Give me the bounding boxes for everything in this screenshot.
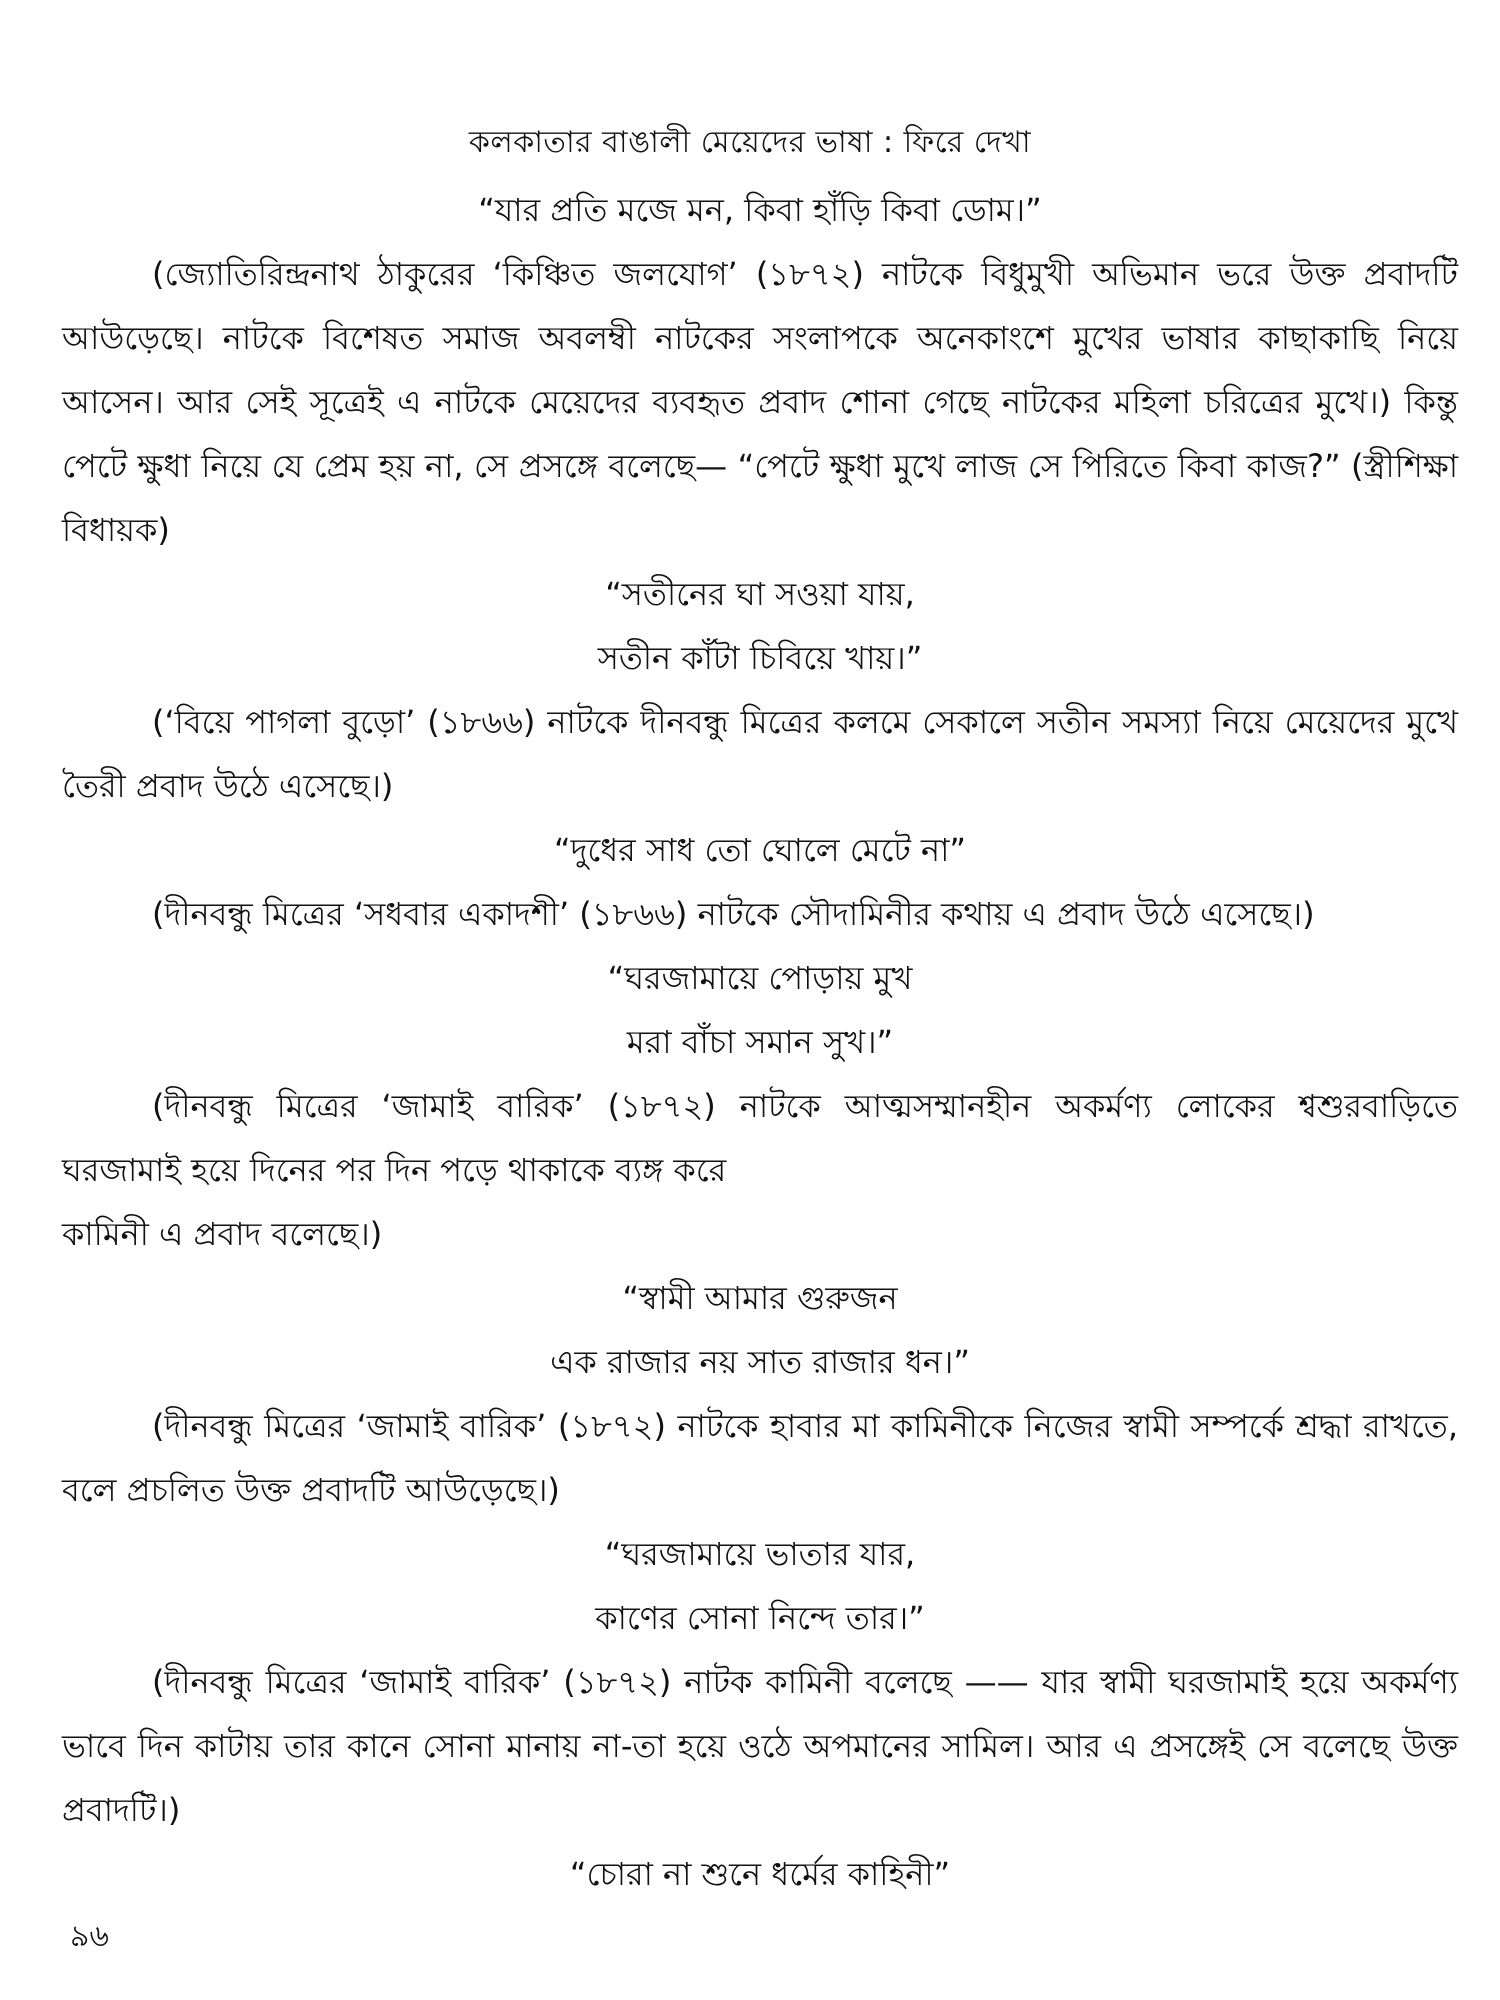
proverb-quote-line: কাণের সোনা নিন্দে তার।” (595, 1599, 925, 1637)
proverb-quote-line: “ঘরজামায়ে পোড়ায় মুখ (607, 959, 913, 997)
commentary-paragraph: (‘বিয়ে পাগলা বুড়ো’ (১৮৬৬) নাটকে দীনবন্ধু মিত্রের কলমে সেকালে সতীন সমস্যা নিয়ে মেয়েদের মুখে তৈরী প্রবাদ উঠে এসেছে।) (62, 703, 1458, 805)
proverb-quote-line: “স্বামী আমার গুরুজন (622, 1279, 898, 1317)
commentary-paragraph: (জ্যোতিরিন্দ্রনাথ ঠাকুরের ‘কিঞ্চিত জলযোগ’ (১৮৭২) নাটকে বিধুমুখী অভিমান ভরে উক্ত প্রবাদটি আউড়েছে। নাটকে বিশেষত সমাজ অবলম্বী নাটকের সংলাপকে অনেকাংশে মুখের ভাষার কাছাকাছি নিয়ে আসেন। আর সেই সূত্রেই এ নাটকে মেয়েদের ব্যবহৃত প্রবাদ শোনা গেছে নাটকের মহিলা চরিত্রের মুখে।) কিন্তু পেটে ক্ষুধা নিয়ে যে প্রেম হয় না, সে প্রসঙ্গে বলেছে— “পেটে ক্ষুধা মুখে লাজ সে পিরিতে কিবা কাজ?” (স্ত্রীশিক্ষা বিধায়ক) (62, 255, 1458, 549)
commentary-paragraph-continuation: কামিনী এ প্রবাদ বলেছে।) (62, 1215, 383, 1253)
page-body (62, 178, 1458, 1906)
commentary-paragraph: (দীনবন্ধু মিত্রের ‘জামাই বারিক’ (১৮৭২) নাটক কামিনী বলেছে —— যার স্বামী ঘরজামাই হয়ে অকর্মণ্য ভাবে দিন কাটায় তার কানে সোনা মানায় না-তা হয়ে ওঠে অপমানের সামিল। আর এ প্রসঙ্গেই সে বলেছে উক্ত প্রবাদটি।) (62, 1663, 1458, 1829)
proverb-quote: “দুধের সাধ তো ঘোলে মেটে না” (553, 831, 966, 869)
proverb-quote: “চোরা না শুনে ধর্মের কাহিনী” (569, 1855, 951, 1893)
page-number: ৯৬ (70, 1919, 109, 1954)
commentary-paragraph: (দীনবন্ধু মিত্রের ‘সধবার একাদশী’ (১৮৬৬) নাটকে সৌদামিনীর কথায় এ প্রবাদ উঠে এসেছে।) (152, 895, 1315, 933)
commentary-paragraph: (দীনবন্ধু মিত্রের ‘জামাই বারিক’ (১৮৭২) নাটকে আত্মসম্মানহীন অকর্মণ্য লোকের শ্বশুরবাড়িতে ঘরজামাই হয়ে দিনের পর দিন পড়ে থাকাকে ব্যঙ্গ করে (62, 1087, 1458, 1189)
proverb-quote-line: “সতীনের ঘা সওয়া যায়, (605, 575, 915, 613)
proverb-quote-line: এক রাজার নয় সাত রাজার ধন।” (550, 1343, 970, 1381)
running-header: কলকাতার বাঙালী মেয়েদের ভাষা : ফিরে দেখা (468, 125, 1032, 160)
proverb-quote-line: “ঘরজামায়ে ভাতার যার, (604, 1535, 916, 1573)
commentary-paragraph: (দীনবন্ধু মিত্রের ‘জামাই বারিক’ (১৮৭২) নাটকে হাবার মা কামিনীকে নিজের স্বামী সম্পর্কে শ্রদ্ধা রাখতে, বলে প্রচলিত উক্ত প্রবাদটি আউড়েছে।) (62, 1407, 1458, 1509)
proverb-quote-line: সতীন কাঁটা চিবিয়ে খায়।” (597, 639, 923, 677)
proverb-quote-line: মরা বাঁচা সমান সুখ।” (626, 1023, 894, 1061)
proverb-quote: “যার প্রতি মজে মন, কিবা হাঁড়ি কিবা ডোম।” (478, 191, 1042, 229)
